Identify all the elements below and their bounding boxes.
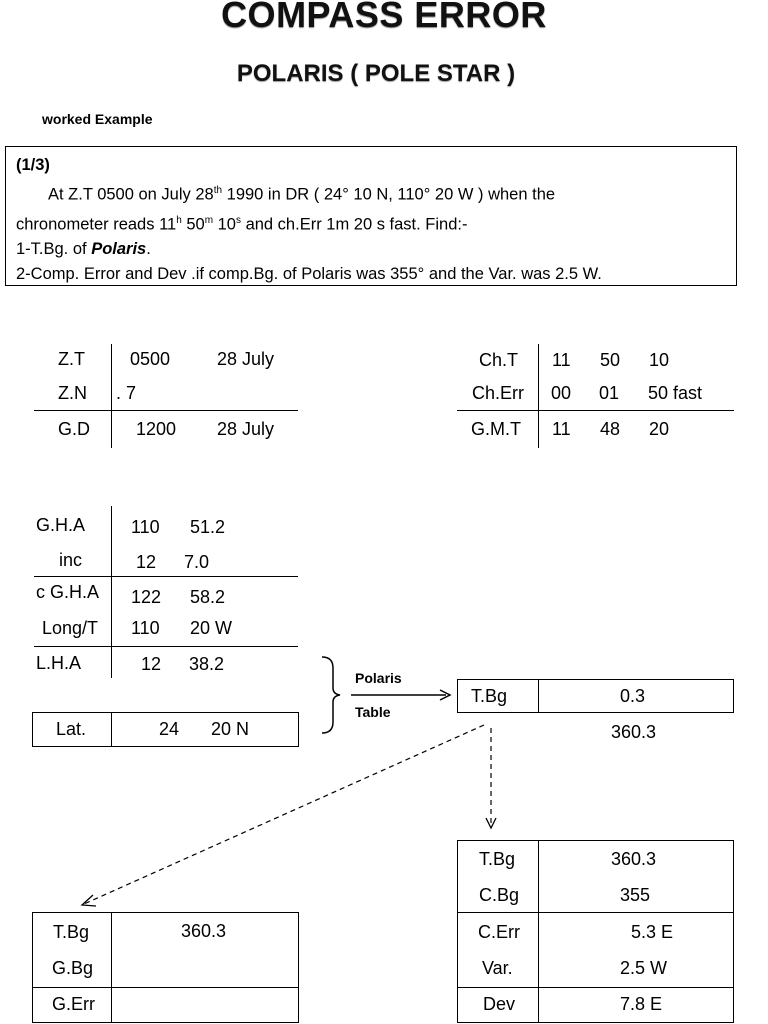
gyro-gerr-label: G.Err (52, 994, 95, 1014)
cgha-label: c G.H.A (36, 582, 100, 602)
gd-label: G.D (58, 419, 91, 439)
err-var-label: Var. (482, 958, 513, 978)
diagonal-dashed-line (84, 725, 484, 904)
long-label: Long/T (42, 618, 99, 638)
err-dev-label: Dev (483, 994, 516, 1014)
zt-date: 28 July (217, 349, 275, 369)
lha-min: 38.2 (189, 654, 225, 674)
lat-label: Lat. (56, 719, 87, 739)
cht-label: Ch.T (479, 350, 519, 370)
cht-s: 10 (649, 350, 670, 370)
err-tbg-value: 360.3 (611, 849, 657, 869)
gmt-s: 20 (649, 419, 670, 439)
problem-number: (1/3) (16, 156, 50, 174)
lat-deg: 24 (159, 719, 180, 739)
err-dev-value: 7.8 E (620, 994, 663, 1014)
inc-min: 7.0 (184, 552, 210, 572)
err-var-value: 2.5 W (620, 958, 668, 978)
polaris-tbg-total: 360.3 (611, 722, 657, 742)
brace-shape (322, 657, 340, 733)
cherr-h: 00 (551, 383, 572, 403)
zn-value: . 7 (116, 383, 137, 403)
problem-line-4: 2-Comp. Error and Dev .if comp.Bg. of Polaris was 355° and the Var. was 2.5 W. (16, 265, 602, 283)
inc-label: inc (59, 550, 83, 570)
polaris-label: Polaris (355, 670, 402, 686)
inc-deg: 12 (136, 552, 157, 572)
zt-label: Z.T (58, 349, 85, 369)
problem-line-2: chronometer reads 11$^h$ 50$^m$ 10$^s$ and ch.Err 1m 20 s fast. Find:- (16, 214, 468, 233)
gyro-tbg-value: 360.3 (181, 921, 227, 941)
zn-label: Z.N (58, 383, 87, 403)
cht-h: 11 (552, 350, 571, 370)
gmt-m: 48 (600, 419, 621, 439)
gyro-tbg-label: T.Bg (53, 922, 90, 942)
page-title: COMPASS ERROR (221, 0, 547, 35)
gha-label: G.H.A (36, 515, 86, 535)
gha-min: 51.2 (190, 517, 226, 537)
lat-min: 20 N (211, 719, 250, 739)
problem-line-3: 1-T.Bg. of Polaris. (16, 240, 151, 258)
gmt-label: G.M.T (471, 419, 521, 439)
cherr-m: 01 (599, 383, 620, 403)
cherr-s: 50 fast (648, 383, 703, 403)
cgha-deg: 122 (131, 587, 162, 607)
cgha-min: 58.2 (190, 587, 226, 607)
table-label: Table (355, 704, 391, 720)
long-deg: 110 (131, 618, 160, 638)
err-cbg-value: 355 (620, 885, 651, 905)
polaris-tbg-label: T.Bg (471, 686, 508, 706)
long-min: 20 W (190, 618, 233, 638)
err-cerr-label: C.Err (478, 922, 520, 942)
lha-deg: 12 (141, 654, 162, 674)
problem-line-1: At Z.T 0500 on July 28th 1990 in DR ( 24° 10 N, 110° 20 W ) when the (48, 185, 556, 204)
polaris-tbg-value: 0.3 (620, 686, 646, 706)
page-subtitle: POLARIS ( POLE STAR ) (236, 60, 516, 87)
cherr-label: Ch.Err (472, 383, 525, 403)
gyro-gbg-label: G.Bg (52, 958, 94, 978)
gha-deg: 110 (131, 517, 160, 537)
zt-time: 0500 (130, 349, 171, 369)
gmt-h: 11 (552, 419, 571, 439)
gd-date: 28 July (217, 419, 275, 439)
lha-label: L.H.A (36, 653, 82, 673)
cht-m: 50 (600, 350, 621, 370)
err-cerr-value: 5.3 E (631, 922, 674, 942)
worked-example-label: worked Example (42, 111, 153, 127)
diagonal-arrow-head (82, 895, 96, 906)
err-tbg-label: T.Bg (479, 849, 516, 869)
gd-time: 1200 (136, 419, 177, 439)
err-cbg-label: C.Bg (479, 885, 520, 905)
